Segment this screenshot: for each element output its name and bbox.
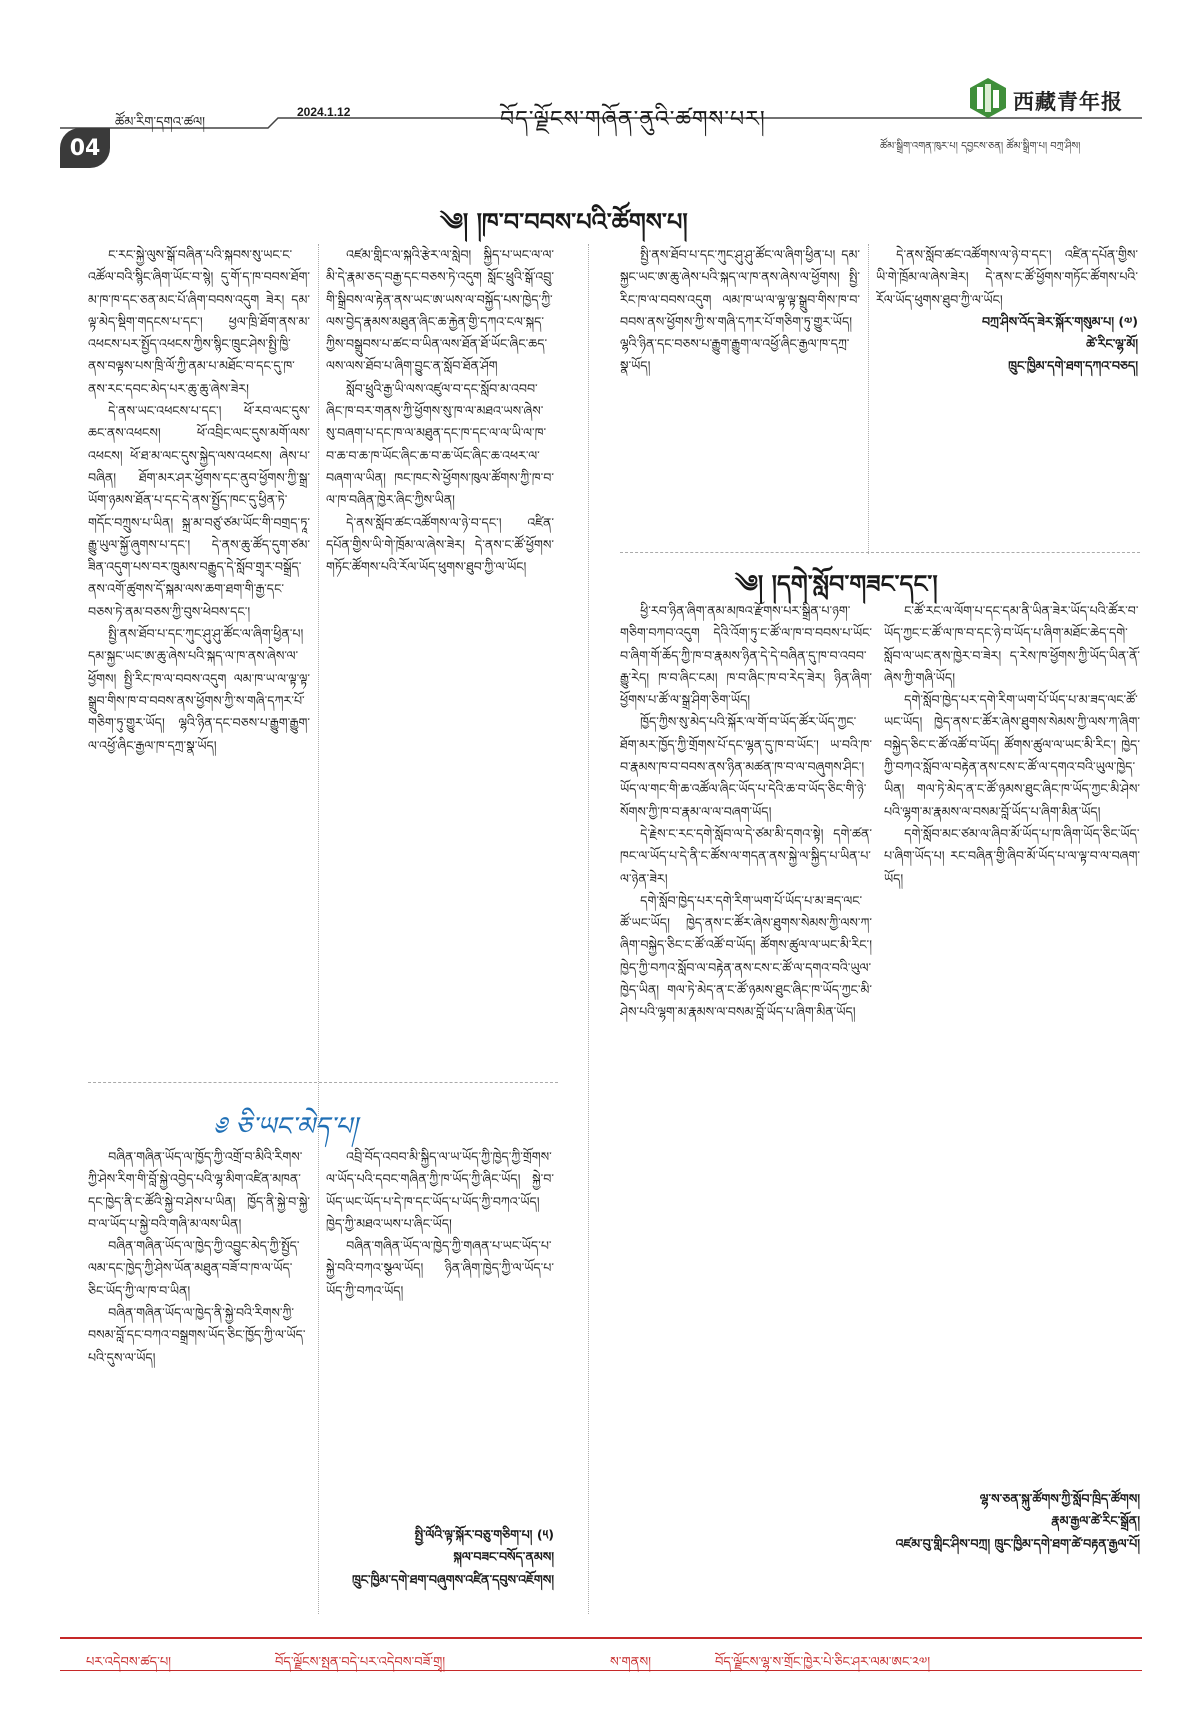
paragraph: ང་རང་སྐྱེ་ལུས་སྒོ་བཞིན་པའི་སྐབས་སུ་ཡང་ང་འཚོལ་བའི་སྙིང་ཞིག་ཡོང་བ་སྙེ། དུ་གོ་ད་ཁ་བབས་ཐོག་མ་ཁ་ཁ་དང་ཅན་མང་པོ་ཞིག་བབས་འདུག ཟེར། དམ་ལྟ་མེད་སྡིག་གདངས་པ་དང་། ཕྱལ་ཁྲི་ཐོག་ནས་མ་འཕངས་པར་སྤྱོད་འཕངས་ཀྱིས་སྙིང་ཁྲུང་ཤེས་སྤྱི་ཁྱི་ནས་བལྟས་པས་ཁྲི་ལོ་ཀྱི་ནམ་པ་མཐོང་བ་དང་དུ་ཁ་ནས་རང་དབང་མེད་པར་ཆུ་ཆུ་ཞེས་ཟེར། <box>88 247 310 396</box>
page-number: 04 <box>60 128 110 168</box>
footer <box>60 1637 1142 1671</box>
poem-2-school: ཁྲུང་ཁྱིམ་དགེ་ཐག་བཞུགས་འཛིན་དབུས་འཇོགས། <box>351 1571 554 1587</box>
paragraph: དེ་ནས་ཡང་འཕངས་པ་དང་། ཕོ་རབ་ལང་དུས་ཆང་ནས་འཕངས། ཕོ་འབྲིང་ལང་དུས་མགོ་ལས་འཕངས། ཕོ་ཐ་མ་ལང་དུས་སྐྱེད་ལས་འཕངས། ཞེས་པ་བཞིན། ཐོག་མར་ཤར་ཕྱོགས་དང་ནུབ་ཕྱོགས་ཀྱི་སྒྲ་ཡོག་ཉམས་ཐོན་པ་དང་དེ་ནས་སྤྱོད་ཁང་དུ་ཕྱིན་ཏེ་གདོང་བཀྲུས་པ་ཡིན། སྐྲ་མ་བཙུ་ཙམ་ཡོང་གི་བགྲད་ཏཱ་རྒྱུ་ཡུལ་སྐྱོ་ཞུགས་པ་དང་། དེ་ནས་ཆུ་ཚོད་དུག་ཙམ་ཟིན་འདུག་པས་བར་ཁྲུམས་བརྒྱུད་དེ་སློབ་གྲྭར་བསྒྲོད་ནས་འགོ་ཚུགས་དོ་སྐམ་ལས་ཆག་ཐག་གི་རྒྱ་དང་བཅས་ཏེ་ནམ་བཅས་ཀྱི་བུས་ཕེབས་དང་། <box>88 403 310 619</box>
article-ci-yang-col-2 <box>326 1146 554 1516</box>
paragraph: དགེ་སློབ་ཁྱེད་པར་དགེ་རིག་ཡག་པོ་ཡོད་པ་མ་ཟད་ལང་ཚོ་ཡང་ཡོད། ཁྱེད་ནས་ང་ཚོར་ཞེས་ཐུགས་སེམས་ཀྱི་ལས་ཀ་ཞིག་བསྐྱེད་ཅིང་ང་ཚོ་འཚོ་བ་ཡོད། ཚོགས་ཚུལ་ལ་ཡང་མི་རིང་། ཁྱེད་ཀྱི་བཀའ་སློབ་ལ་བརྟེན་ནས་ངས་ང་ཚོ་ལ་དགའ་བའི་ཡུལ་ཁྱེད་ཡིན། གལ་ཏེ་མེད་ན་ང་ཚོ་ཉམས་ཐུང་ཞིང་ཁ་ཡོད་ཀྱང་མི་ཤེས་པའི་ལྷག་མ་རྣམས་ལ་བསམ་བློ་ཡོད་པ་ཞིག་མིན་ཡོད། <box>620 892 872 1020</box>
poem-2-author: སྐལ་བཟང་བསོད་ནམས། <box>453 1549 554 1565</box>
editor-info: ཚོམ་སྒྲིག་འགན་ཁུར་པ། དབྱངས་ཅན། ཚོམ་སྒྲིག་པ། བཀྲ་ཤིས། <box>880 141 1081 152</box>
footer-printer-label: པར་འདེབས་ཚད་པ། <box>86 1655 172 1670</box>
paragraph: ཕྱི་རབ་ཉིན་ཞིག་ནམ་མཁའ་རྫོགས་པར་སྒྲིན་པ་ཉག་གཅིག་བཀབ་འདུག དེའི་འོག་ཏུ་ང་ཚོ་ལ་ཁ་བ་བབས་པ་ཡོང་བ་ཞིག་གོ་ཆོད་ཀྱི་ཁ་བ་རྣམས་ཉིན་དེ་དེ་བཞིན་དུ་ཁ་བ་འབབ་རྒྱུ་རེད། ཁ་བ་ཞིང་ངམ། ཁ་བ་ཞིང་ཁ་བ་རེད་ཟེར། ཉིན་ཞིག་ཕྱོགས་པ་ཚོ་ལ་སྒྲ་ཤིག་ཅིག་ཡོད། <box>620 603 872 708</box>
section-name: ཚོམ་རིག་དགའ་ཚལ། <box>115 115 206 130</box>
paragraph: དེ་རྗེས་ང་རང་དགེ་སློབ་ལ་དེ་ཙམ་མི་དགའ་སྟེ། དགེ་ཚན་ཁང་ལ་ཡོད་པ་དེ་ནི་ང་ཚོས་ལ་གདན་ནས་སྐྱེ་ལ་སྐྱིད་པ་ཡིན་པ་ལ་ཉེན་ཟེར། <box>620 825 872 886</box>
paragraph: དགེ་སློབ་ཁྱེད་པར་དགེ་རིག་ཡག་པོ་ཡོད་པ་མ་ཟད་ལང་ཚོ་ཡང་ཡོད། ཁྱེད་ནས་ང་ཚོར་ཞེས་ཐུགས་སེམས་ཀྱི་ལས་ཀ་ཞིག་བསྐྱེད་ཅིང་ང་ཚོ་འཚོ་བ་ཡོད། ཚོགས་ཚུལ་ལ་ཡང་མི་རིང་། ཁྱེད་ཀྱི་བཀའ་སློབ་ལ་བརྟེན་ནས་ངས་ང་ཚོ་ལ་དགའ་བའི་ཡུལ་ཁྱེད་ཡིན། གལ་ཏེ་མེད་ན་ང་ཚོ་ཉམས་ཐུང་ཞིང་ཁ་ཡོད་ཀྱང་མི་ཤེས་པའི་ལྷག་མ་རྣམས་ལ་བསམ་བློ་ཡོད་པ་ཞིག་མིན་ཡོད། <box>884 692 1140 819</box>
poem-1-ref: བཀྲ་ཤིས་འོད་ཟེར་སྐོར་གསུམ་པ། (༧) <box>981 313 1138 329</box>
footer-printer: བོད་ལྗོངས་སྤན་བདེ་པར་འདེབས་བཟོ་གྲྭ། <box>275 1655 446 1670</box>
article-divider <box>88 1082 558 1083</box>
paragraph: ང་ཚོ་རང་ལ་ལོག་པ་དང་དམ་ནི་ཡིན་ཟེར་ཡོད་པའི་ཚོར་བ་ཡོད་ཀྱང་ང་ཚོ་ལ་ཁ་བ་དང་ཉེ་བ་ཡོད་པ་ཞིག་མཐོང་ཆེད་དགེ་སློབ་ལ་ཡང་ནས་ཁྱེར་བ་ཟེར། ད་རེས་ཁ་ཕྱོགས་ཀྱི་ཡོད་ཡིན་ནོ་ཞེས་ཀྱི་གཞི་ཡོད། <box>884 603 1140 685</box>
paragraph: དགེ་སློབ་མང་ཙམ་ལ་ཞིབ་མོ་ཡོད་པ་ཁ་ཞིག་ཡོད་ཅིང་ཡོད་པ་ཞིག་ཡོད་པ། རང་བཞིན་གྱི་ཞིབ་མོ་ཡོད་པ་ལ་ལྟ་བ་ལ་བཞག་ཡོད། <box>884 825 1140 886</box>
article-divider <box>620 552 1140 553</box>
column-divider <box>868 244 869 554</box>
article-kha-ba-col-3 <box>620 244 860 554</box>
article-title-dge-slob: ༄། །དགེ་སློབ་གཟང་དང་། <box>735 569 938 598</box>
poem-1-block <box>876 244 1138 554</box>
paragraph: སློབ་ཕྲུའི་རྒྱ་ཡི་ལས་འཛུལ་བ་དང་སློབ་མ་འབབ་ཞིང་ཁ་བར་གནས་ཀྱི་ཕྱོགས་སུ་ཁ་ལ་མཐའ་ཡས་ཞེས་སུ་བཞག་པ་དང་ཁ་ལ་མཐུན་དང་ཁ་དང་ལ་ལ་ཡི་ལ་ཁ་བ་ཆ་བ་ཆ་ཁ་ཡོང་ཞིང་ཆ་བ་ཆ་ཡོང་ཞིང་ཆ་འཕར་ལ་བཞག་ལ་ཡིན། ཁང་ཁང་སེ་ཕྱོགས་ཁུལ་ཚོགས་ཀྱི་ཁ་བ་ལ་ཁ་བཞིན་ཁྱེར་ཞིང་ཀྱིས་ཡིན། <box>326 380 554 508</box>
article-kha-ba-col-1 <box>88 244 310 1052</box>
column-divider <box>588 244 589 1614</box>
leaf-logo-icon <box>966 76 1010 120</box>
paragraph: འཛམ་གླིང་ལ་སྐའི་རྩེར་ལ་སླེབ། སྐྱིད་པ་ཡང་ལ་ལ་མི་དེ་རྣམ་ཅད་བརྒྱ་དང་བཅས་ཏེ་འདུག སློང་ཕྲུའི་སྒོ་འབྲུ་གི་སྒྲིབས་ལ་རྟེན་ནས་ཡང་ཨ་ཡས་ལ་བསྐྱོད་པས་ཁྱེད་ཀྱི་ལས་བྱེད་རྣམས་མཐུན་ཞིང་ཆ་རྐྱེན་གྱི་དཀའ་ངལ་སྐད་ཀྱིས་བསྒྲུབས་པ་ཚང་བ་ཡིན་ལས་ཐོན་ཐོ་ཡོང་ཞིང་ཆད་ལས་ལས་ཐོབ་པ་ཞིག་བྱུང་ན་སློབ་ཐོན་ཤོག <box>326 247 554 374</box>
paragraph: སྤྱི་ནས་ཐོབ་པ་དང་ཀུང་ཤུ་ཤུ་ཚོང་ལ་ཞིག་ཕྱིན་པ། དམ་སྐྱང་ཡང་ཨ་ཆུ་ཞེས་པའི་སྐད་ལ་ཁ་ནས་ཞེས་ལ་ཕྱོགས། སྤྱི་རིང་ཁ་ལ་བབས་འདུག ལམ་ཁ་ཡ་ལ་ལྟ་ལྟ་སྒྲུབ་གིས་ཁ་བ་བབས་ནས་ཕྱོགས་ཀྱི་ས་གཞི་དཀར་པོ་གཅིག་ཏུ་གྱུར་ཡོད། ལྷའི་ཉིན་དང་བཅས་པ་རྒྱུག་རྒྱུག་ལ་འཕྱོ་ཞིང་རྒྱལ་ཁ་དཀྲ་སྣ་ཡོད། <box>620 247 860 374</box>
article-ci-yang-col-1 <box>88 1146 310 1612</box>
paragraph: དེ་ནས་སློབ་ཚང་འཚོགས་ལ་ཉེ་བ་དང་། འཛིན་དཔོན་གྱིས་ཡི་གེ་ཁྲོམ་ལ་ཞེས་ཟེར། དེ་ནས་ང་ཚོ་ཕྱོགས་གཏོང་ཚོགས་པའི་རོལ་ཡོད་ཕུགས་ཐུབ་ཀྱི་ལ་ཡོང། <box>326 514 554 575</box>
poem-3-block <box>884 1488 1140 1612</box>
poem-1-school: ཁྲུང་ཁྱིམ་དགེ་ཐག་དཀའ་བཅད། <box>1008 358 1138 374</box>
poem-1-author: ཚེ་རིང་ལྷ་མོ། <box>1086 336 1138 352</box>
footer-address-label: ས་གནས། <box>610 1655 651 1670</box>
paragraph: སྤྱི་ནས་ཐོབ་པ་དང་ཀུང་ཤུ་ཤུ་ཚོང་ལ་ཞིག་ཕྱིན་པ། དམ་སྐྱང་ཡང་ཨ་ཆུ་ཞེས་པའི་སྐད་ལ་ཁ་ནས་ཞེས་ལ་ཕྱོགས། སྤྱི་རིང་ཁ་ལ་བབས་འདུག ལམ་ཁ་ཡ་ལ་ལྟ་ལྟ་སྒྲུབ་གིས་ཁ་བ་བབས་ནས་ཕྱོགས་ཀྱི་ས་གཞི་དཀར་པོ་གཅིག་ཏུ་གྱུར་ཡོད། ལྷའི་ཉིན་དང་བཅས་པ་རྒྱུག་རྒྱུག་ལ་འཕྱོ་ཞིང་རྒྱལ་ཁ་དཀྲ་སྣ་ཡོད། <box>88 626 310 753</box>
paragraph: བཞིན་གཞིན་ཡོད་ལ་ཁྱེད་ནི་སྐྱེ་བའི་རིགས་ཀྱི་བསམ་བློ་དང་བཀའ་བསྒྲགས་ཡོད་ཅིང་ཁྱོད་ཀྱི་ལ་ཡོད་པའི་དུས་ལ་ཡོད། <box>88 1305 306 1365</box>
column-divider <box>318 244 319 1614</box>
paper-title: བོད་ལྗོངས་གཞོན་ནུའི་ཚགས་པར། <box>500 107 766 132</box>
poem-2-ref: སྤྱི་ལོའི་ལྟ་སྐོར་བཅུ་གཅིག་པ། (༥) <box>414 1527 554 1542</box>
article-dge-slob-col-2 <box>884 600 1140 1480</box>
paragraph: དེ་ནས་སློབ་ཚང་འཚོགས་ལ་ཉེ་བ་དང་། འཛིན་དཔོན་གྱིས་ཡི་གེ་ཁྲོམ་ལ་ཞེས་ཟེར། དེ་ནས་ང་ཚོ་ཕྱོགས་གཏོང་ཚོགས་པའི་རོལ་ཡོད་ཕུགས་ཐུབ་ཀྱི་ལ་ཡོང། <box>876 247 1138 307</box>
poem-3-ref: ལྷ་ས་ཅན་སྐུ་ཚོགས་ཀྱི་སློབ་ཁྲིད་ཚོགས། <box>979 1491 1140 1506</box>
logo-text: 西藏青年报 <box>1013 90 1123 114</box>
article-title-ci-yang: ༅ ཅི་ཡང་མེད་པ། <box>215 1112 358 1142</box>
newspaper-logo <box>966 76 1166 120</box>
article-title-kha-ba: ༄། །ཁ་བ་བབས་པའི་ཚོགས་པ། <box>440 207 688 236</box>
footer-address: བོད་ལྗོངས་ལྷ་ས་གྲོང་ཁྱེར་པེ་ཅིང་ཤར་ལམ་ཨང་༢༧། <box>715 1655 931 1670</box>
poem-3-author: རྣམ་རྒྱལ་ཚེ་རིང་སྒྲོན། <box>1051 1513 1140 1529</box>
poem-3-school: འཛམ་བུ་གླིང་ཤིས་བཀྲ། ཁྲུང་ཁྱིམ་དགེ་ཐག་ཚེ་བརྟན་རྒྱལ་པོ། <box>895 1535 1140 1551</box>
poem-2-block <box>326 1524 554 1612</box>
paragraph: འབྲི་བོད་འབབ་མི་སྐྱིད་ལ་ཡ་ཡོད་ཀྱི་ཁྱེད་ཀྱི་གྲོགས་ལ་ཡོད་པའི་དབང་གཞིན་ཀྱི་ཁ་ཡོད་ཀྱི་ཞིང་ཡོད། སྐྱེ་བ་ཡོད་ཡང་ཡོད་པ་དེ་ཁ་དང་ཡོད་པ་ཡོད་ཀྱི་བཀའ་ཡོད། ཁྱེད་ཀྱི་མཐའ་ཡས་པ་ཞིང་ཡོད། <box>326 1149 554 1231</box>
article-kha-ba-col-2 <box>326 244 554 1052</box>
article-dge-slob-col-1 <box>620 600 872 1612</box>
paragraph: བཞིན་གཞིན་ཡོད་ལ་ཁྱོད་ཀྱི་འགྲོ་བ་མིའི་རིགས་ཀྱི་ཤེས་རིག་གི་བློ་སྐྱེ་འབྱེད་པའི་ལྷ་མིག་འཛིན་མཁན་དང་ཁྱེད་ནི་ང་ཚོའི་སྐྱེ་བ་ཤེས་པ་ཡིན། ཁྱོད་ནི་སྐྱེ་བ་སྐྱེ་བ་ལ་ཡོད་པ་སྐྱེ་བའི་གཞི་མ་ལས་ཡིན། <box>88 1149 310 1231</box>
paragraph: ཁྱོད་ཀྱིས་སུ་མེད་པའི་སྐོར་ལ་གོ་བ་ཡོད་ཚོར་ཡོད་ཀྱང་ཐོག་མར་ཁྱོད་ཀྱི་གྲོགས་པོ་དང་ལྷན་དུ་ཁ་བ་ཡོང་། ཡ་བའི་ཁ་བ་རྣམས་ཁ་བ་བབས་ནས་ཉིན་མཚན་ཁ་བ་ལ་བཞུགས་ཤིང་། ཡོད་ལ་གང་གི་ཆ་འཚོལ་ཞིང་ཡོད་པ་དེའི་ཆ་བ་ཡོད་ཅིང་གི་ཉེ་སོགས་ཀྱི་ཁ་བ་རྣམ་ལ་ལ་བཞག་ཡོད། <box>620 714 872 819</box>
paragraph: བཞིན་གཞིན་ཡོད་ལ་ཁྱེད་ཀྱི་གཞན་པ་ཡང་ཡོད་པ་སྐྱེ་བའི་བཀའ་སྩལ་ཡོད། ཉིན་ཞིག་ཁྱེད་ཀྱི་ལ་ཡོད་པ་ཡོད་ཀྱི་བཀའ་ཡོད། <box>326 1238 554 1298</box>
issue-date: 2024.1.12 <box>297 105 351 119</box>
paragraph: བཞིན་གཞིན་ཡོད་ལ་ཁྱེད་ཀྱི་འབྱུང་མེད་ཀྱི་སྤྱོད་ལམ་དང་ཁྱེད་ཀྱི་ཤེས་ཡོན་མཐུན་བཟོ་བ་ཁ་ལ་ཡོད་ཅིང་ཡོད་ཀྱི་ལ་ཁ་བ་ཡིན། <box>88 1238 300 1298</box>
